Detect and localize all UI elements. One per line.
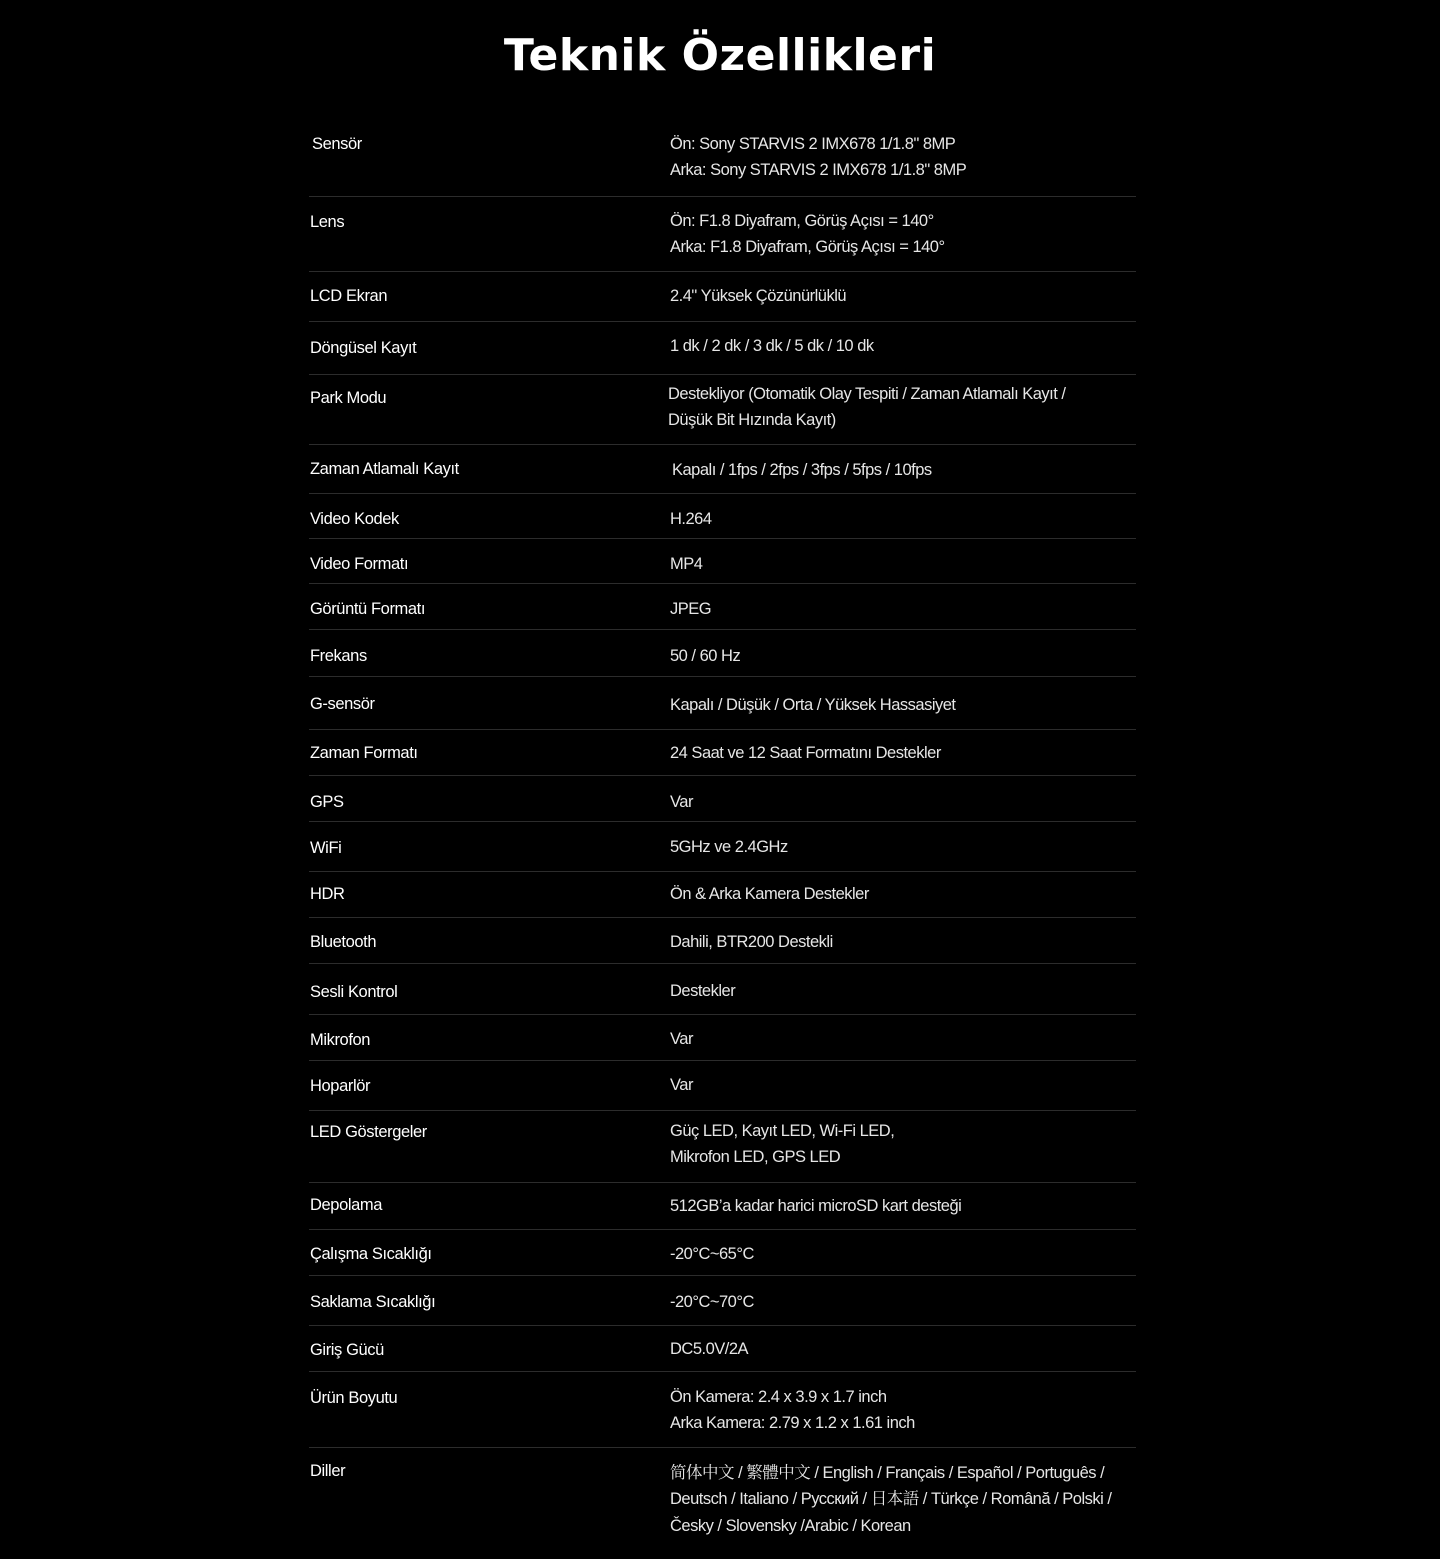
spec-value (670, 551, 702, 577)
spec-value (670, 1384, 915, 1437)
spec-row (309, 872, 1136, 918)
spec-value-line: Var (670, 1030, 693, 1048)
spec-label: Hoparlör (310, 1077, 371, 1095)
spec-value (670, 1072, 693, 1098)
spec-label: Görüntü Formatı (310, 600, 426, 618)
spec-label: Bluetooth (310, 933, 377, 951)
spec-label: Depolama (310, 1196, 383, 1214)
spec-label: Sesli Kontrol (310, 983, 398, 1001)
spec-row (309, 197, 1136, 272)
spec-value-line: Arka: F1.8 Diyafram, Görüş Açısı = 140° (670, 238, 945, 257)
spec-value (670, 1118, 894, 1171)
spec-value-line: Mikrofon LED, GPS LED (670, 1148, 841, 1167)
spec-row (309, 730, 1136, 776)
spec-value (670, 881, 869, 907)
spec-value-line: Arka: Sony STARVIS 2 IMX678 1/1.8" 8MP (670, 161, 967, 180)
spec-value (670, 1289, 754, 1315)
spec-value-line: Ön & Arka Kamera Destekler (670, 885, 869, 903)
spec-row (309, 1061, 1136, 1111)
spec-value (670, 1336, 748, 1362)
spec-label: Park Modu (310, 389, 387, 407)
spec-label: Giriş Gücü (310, 1341, 384, 1359)
spec-row (309, 272, 1136, 322)
spec-value (670, 834, 788, 860)
spec-label: Video Kodek (310, 510, 399, 528)
spec-label: Frekans (310, 647, 367, 665)
spec-value (670, 740, 941, 766)
spec-value (670, 978, 735, 1004)
spec-label: WiFi (310, 839, 342, 857)
spec-label: Diller (310, 1462, 346, 1480)
spec-value-line: DC5.0V/2A (670, 1340, 749, 1358)
spec-row (309, 918, 1136, 964)
spec-row (309, 584, 1136, 630)
spec-row (309, 630, 1136, 677)
spec-value-line: Var (670, 1076, 693, 1094)
spec-value (670, 596, 711, 622)
spec-row (309, 494, 1136, 539)
spec-value (670, 333, 874, 359)
spec-value-line: H.264 (670, 510, 712, 528)
spec-value-line: -20°C~70°C (670, 1293, 754, 1311)
spec-value (670, 208, 945, 261)
spec-value-line: Deutsch / Italiano / Русский / 日本語 / Türkçe / Română / Polski / (670, 1490, 1112, 1509)
spec-value-line: Destekliyor (Otomatik Olay Tespiti / Zaman Atlamalı Kayıt / (668, 385, 1066, 403)
spec-row (309, 375, 1136, 445)
spec-value-line: Arka Kamera: 2.79 x 1.2 x 1.61 inch (670, 1414, 915, 1433)
spec-value-line: 1 dk / 2 dk / 3 dk / 5 dk / 10 dk (670, 337, 874, 355)
spec-value-line: Kapalı / 1fps / 2fps / 3fps / 5fps / 10fps (672, 461, 932, 479)
spec-label: Döngüsel Kayıt (310, 339, 417, 357)
spec-value (670, 1193, 961, 1219)
spec-row (309, 964, 1136, 1015)
spec-value-line: MP4 (670, 555, 703, 573)
spec-row (309, 1183, 1136, 1230)
spec-value-line: 512GB’a kadar harici microSD kart desteği (670, 1197, 962, 1215)
spec-label: Sensör (312, 135, 362, 153)
spec-label: Zaman Atlamalı Kayıt (310, 460, 459, 478)
spec-value (670, 1026, 693, 1052)
spec-label: Video Formatı (310, 555, 409, 573)
spec-label: Saklama Sıcaklığı (310, 1293, 436, 1311)
spec-row (309, 1372, 1136, 1448)
spec-value-line: Kapalı / Düşük / Orta / Yüksek Hassasiyet (670, 696, 956, 714)
spec-value (670, 1241, 754, 1267)
spec-label: G-sensör (310, 695, 375, 713)
spec-value (670, 283, 846, 309)
spec-value (670, 131, 966, 184)
spec-row (309, 822, 1136, 872)
spec-value (670, 789, 693, 815)
spec-row (309, 445, 1136, 494)
spec-value (672, 457, 932, 483)
spec-row (309, 1448, 1136, 1559)
spec-value-line: Var (670, 793, 693, 811)
spec-value (670, 929, 833, 955)
spec-row (309, 131, 1136, 197)
spec-row (309, 1015, 1136, 1061)
spec-value-line: 24 Saat ve 12 Saat Formatını Destekler (670, 744, 941, 762)
spec-row (309, 776, 1136, 822)
spec-value-line: -20°C~65°C (670, 1245, 754, 1263)
spec-value-line: Česky / Slovensky /Arabic / Korean (670, 1516, 911, 1535)
spec-row (309, 1276, 1136, 1326)
spec-value-line: Dahili, BTR200 Destekli (670, 933, 833, 951)
spec-label: GPS (310, 793, 344, 811)
spec-label: Lens (310, 213, 345, 231)
spec-value-line: Destekler (670, 982, 736, 1000)
spec-value-line: 2.4" Yüksek Çözünürlüklü (670, 287, 847, 305)
spec-value-line: Düşük Bit Hızında Kayıt) (668, 411, 836, 430)
spec-value (668, 381, 1066, 434)
spec-label: Mikrofon (310, 1031, 371, 1049)
spec-row (309, 1111, 1136, 1183)
spec-value-line: Ön: Sony STARVIS 2 IMX678 1/1.8" 8MP (670, 135, 956, 153)
spec-row (309, 539, 1136, 584)
spec-label: LCD Ekran (310, 287, 388, 305)
spec-row (309, 677, 1136, 730)
spec-label: Ürün Boyutu (310, 1389, 398, 1407)
spec-value-line: 50 / 60 Hz (670, 647, 741, 665)
spec-value-line: Ön: F1.8 Diyafram, Görüş Açısı = 140° (670, 212, 934, 230)
spec-value (670, 643, 740, 669)
spec-value-line: Ön Kamera: 2.4 x 3.9 x 1.7 inch (670, 1388, 887, 1406)
spec-value-line: 简体中文 / 繁體中文 / English / Français / Español / Português / (670, 1464, 1105, 1482)
spec-value-line: Güç LED, Kayıt LED, Wi-Fi LED, (670, 1122, 895, 1140)
spec-row (309, 322, 1136, 375)
spec-row (309, 1326, 1136, 1372)
spec-value (670, 506, 712, 532)
spec-value (670, 1460, 1111, 1539)
spec-value-line: JPEG (670, 600, 712, 618)
spec-label: Çalışma Sıcaklığı (310, 1245, 432, 1263)
spec-value (670, 692, 956, 718)
spec-row (309, 1230, 1136, 1276)
spec-label: LED Göstergeler (310, 1123, 427, 1141)
spec-label: HDR (310, 885, 345, 903)
spec-label: Zaman Formatı (310, 744, 418, 762)
page-title: Teknik Özellikleri (503, 30, 937, 81)
spec-value-line: 5GHz ve 2.4GHz (670, 838, 788, 856)
